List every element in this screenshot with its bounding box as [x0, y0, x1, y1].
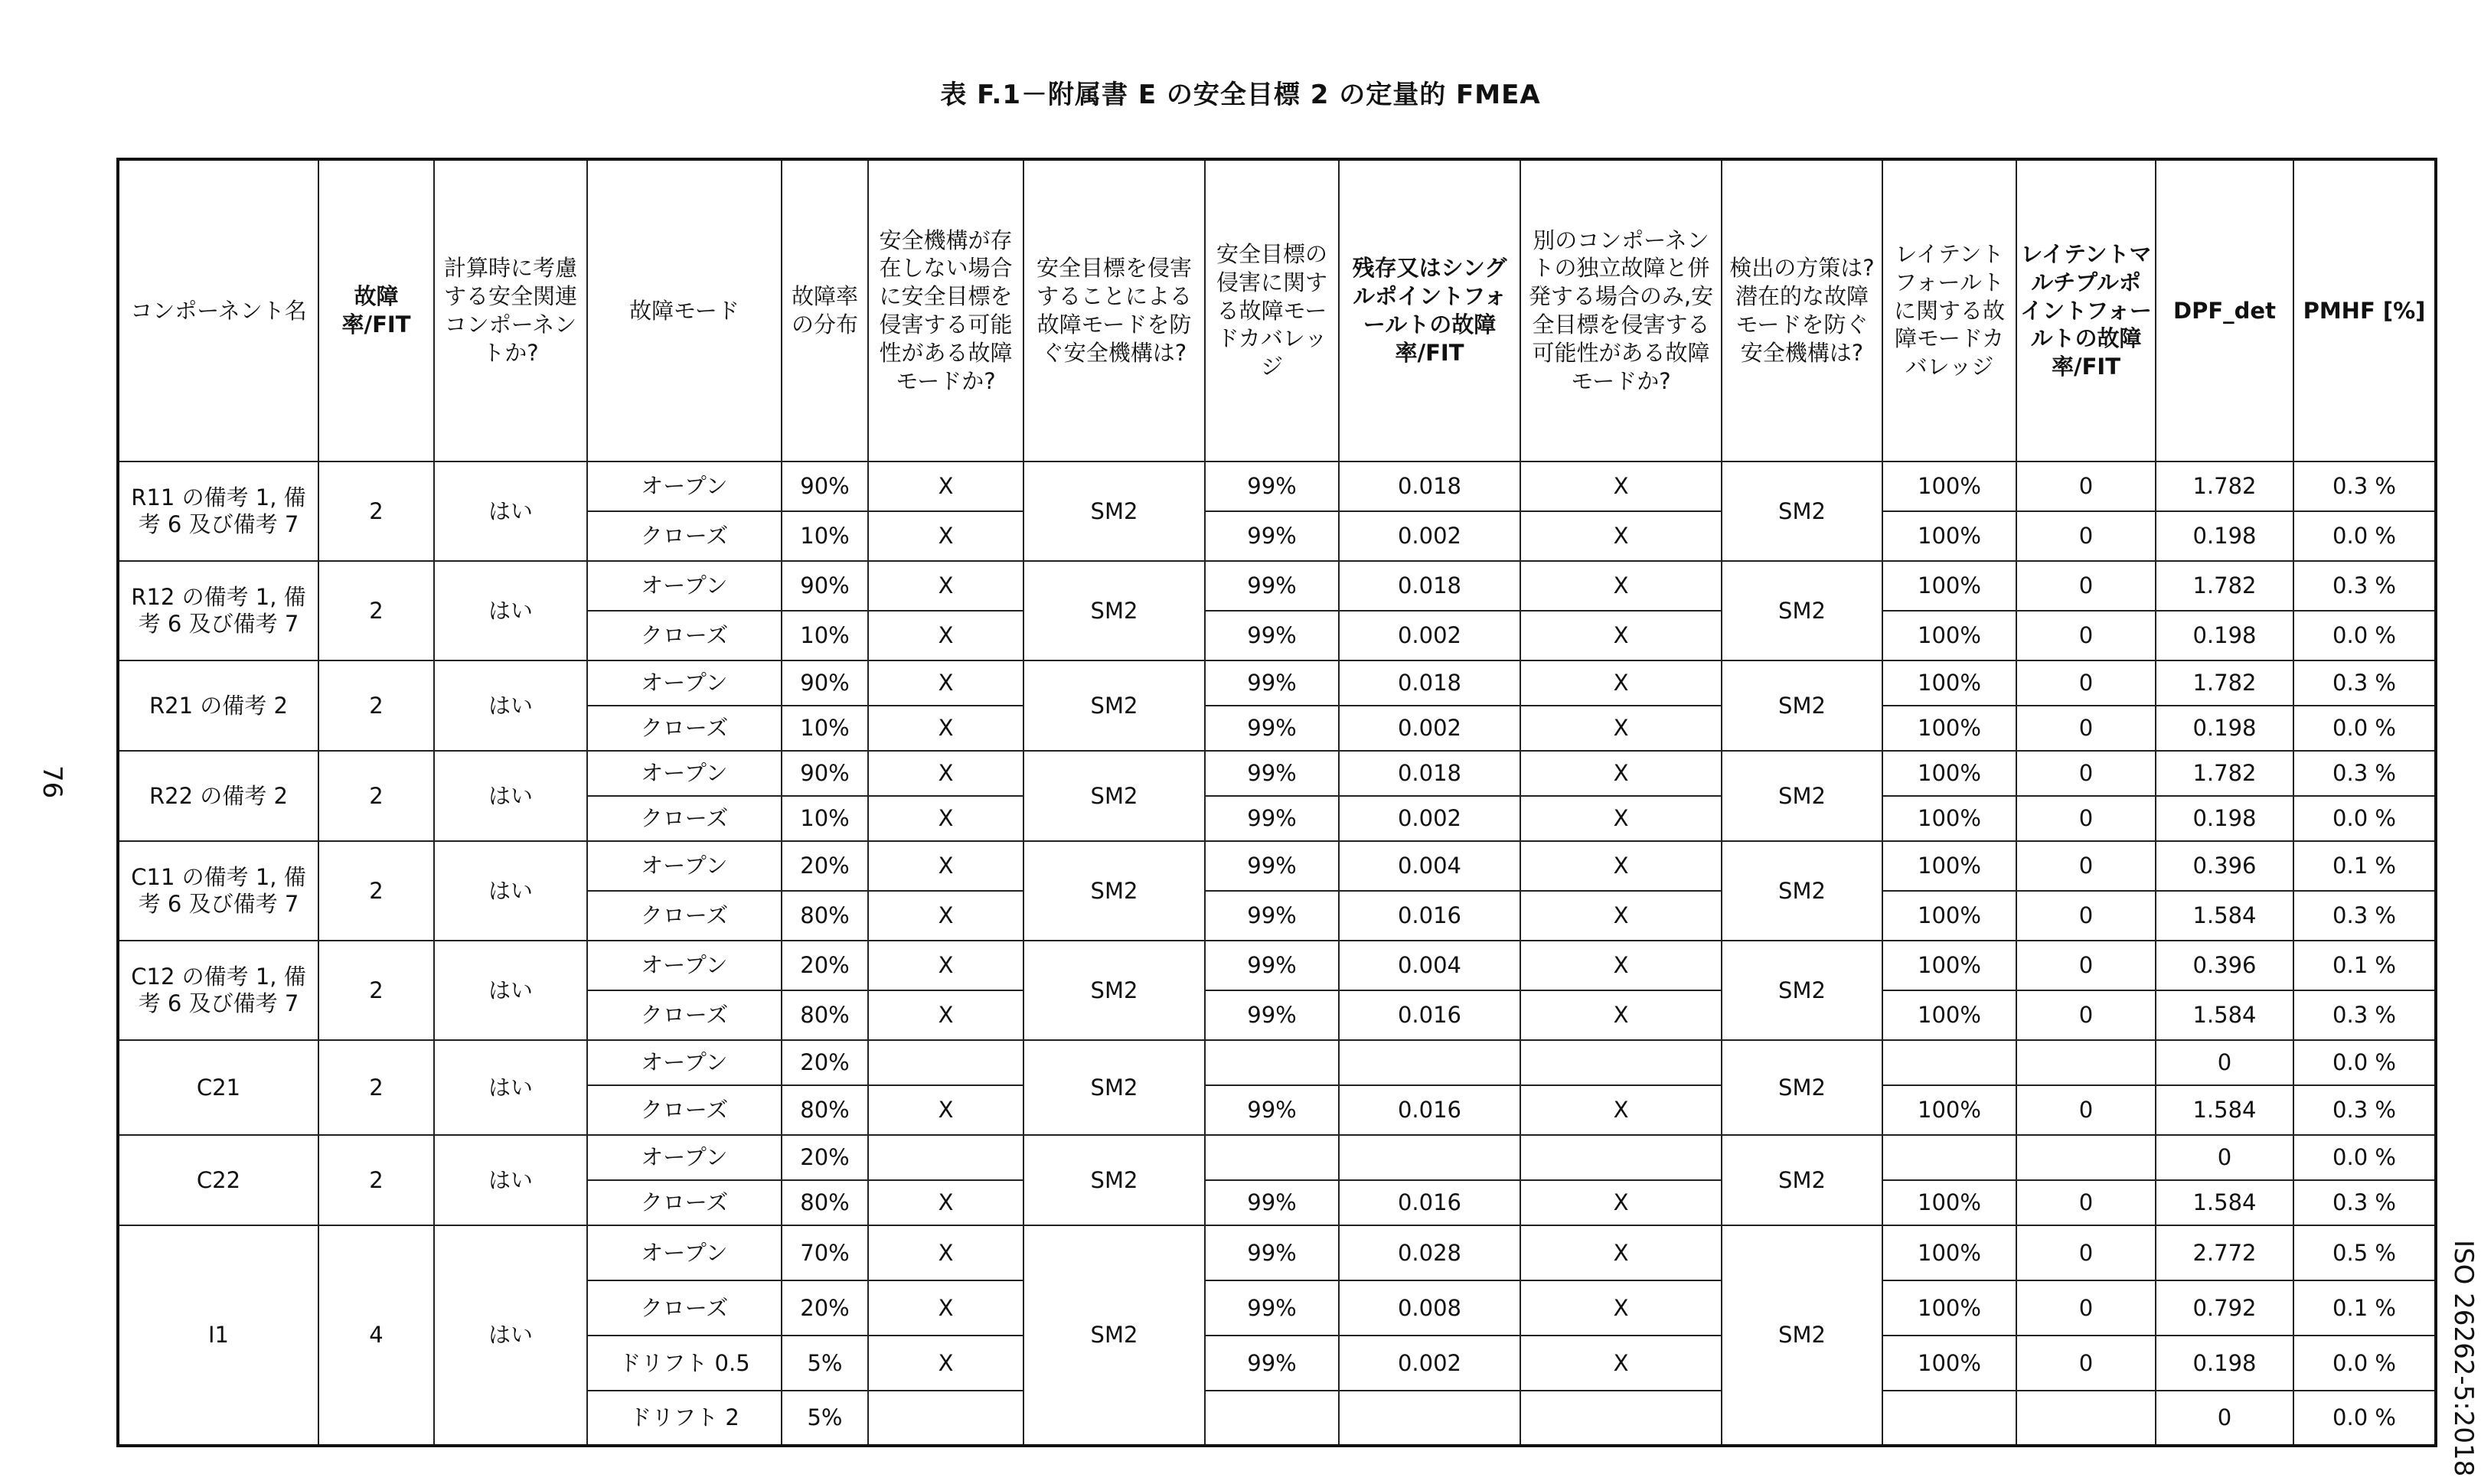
violates-sg: X [868, 561, 1023, 611]
safety-related: はい [434, 941, 587, 1040]
coverage-lf: 100% [1882, 1336, 2016, 1391]
pmhf: 0.5 % [2293, 1225, 2436, 1280]
coverage-lf: 100% [1882, 561, 2016, 611]
coverage-sg: 99% [1205, 1180, 1339, 1225]
spf-rate: 0.018 [1339, 660, 1520, 706]
safety-mechanism-sg: SM2 [1023, 1040, 1205, 1135]
pmhf: 0.1 % [2293, 841, 2436, 891]
mpf-violation: X [1520, 841, 1722, 891]
coverage-lf: 100% [1882, 1085, 2016, 1135]
distribution: 10% [782, 796, 868, 841]
coverage-lf [1882, 1040, 2016, 1085]
detection-mechanism: SM2 [1722, 1040, 1882, 1135]
pmhf: 0.3 % [2293, 1180, 2436, 1225]
mpf-violation: X [1520, 1180, 1722, 1225]
failure-mode: オープン [587, 660, 782, 706]
header-mpf-violation: 別のコンポーネントの独立故障と併発する場合のみ,安全目標を侵害する可能性がある故障モードか? [1520, 159, 1722, 462]
coverage-sg: 99% [1205, 511, 1339, 561]
header-detection-mechanism: 検出の方策は?潜在的な故障モードを防ぐ安全機構は? [1722, 159, 1882, 462]
failure-mode: オープン [587, 561, 782, 611]
dpf-det: 0.792 [2156, 1280, 2293, 1336]
dpf-det: 1.584 [2156, 1085, 2293, 1135]
safety-mechanism-sg: SM2 [1023, 1135, 1205, 1225]
distribution: 90% [782, 660, 868, 706]
component-name: R22 の備考 2 [118, 751, 318, 841]
lmpf-rate: 0 [2016, 751, 2156, 796]
coverage-sg: 99% [1205, 751, 1339, 796]
pmhf: 0.3 % [2293, 751, 2436, 796]
coverage-sg: 99% [1205, 1225, 1339, 1280]
detection-mechanism: SM2 [1722, 1135, 1882, 1225]
safety-mechanism-sg: SM2 [1023, 1225, 1205, 1446]
coverage-lf: 100% [1882, 611, 2016, 660]
failure-mode: オープン [587, 462, 782, 511]
lmpf-rate [2016, 1391, 2156, 1446]
coverage-sg: 99% [1205, 891, 1339, 941]
failure-mode: クローズ [587, 891, 782, 941]
failure-mode: オープン [587, 1135, 782, 1180]
violates-sg [868, 1135, 1023, 1180]
distribution: 80% [782, 891, 868, 941]
pmhf: 0.3 % [2293, 1085, 2436, 1135]
coverage-sg: 99% [1205, 1336, 1339, 1391]
pmhf: 0.3 % [2293, 660, 2436, 706]
dpf-det: 0 [2156, 1135, 2293, 1180]
violates-sg: X [868, 990, 1023, 1040]
mpf-violation: X [1520, 511, 1722, 561]
lmpf-rate: 0 [2016, 1225, 2156, 1280]
component-name: C12 の備考 1, 備考 6 及び備考 7 [118, 941, 318, 1040]
lmpf-rate: 0 [2016, 511, 2156, 561]
coverage-sg: 99% [1205, 1280, 1339, 1336]
mpf-violation: X [1520, 990, 1722, 1040]
failure-mode: クローズ [587, 1085, 782, 1135]
mpf-violation: X [1520, 891, 1722, 941]
mpf-violation [1520, 1391, 1722, 1446]
dpf-det: 0.198 [2156, 796, 2293, 841]
coverage-lf: 100% [1882, 796, 2016, 841]
header-component-name: コンポーネント名 [118, 159, 318, 462]
coverage-sg [1205, 1040, 1339, 1085]
violates-sg [868, 1391, 1023, 1446]
header-failure-rate: 故障率/FIT [318, 159, 434, 462]
spf-rate [1339, 1040, 1520, 1085]
dpf-det: 0.198 [2156, 706, 2293, 751]
dpf-det: 1.584 [2156, 990, 2293, 1040]
table-row [118, 1040, 2436, 1085]
fmea-table [116, 158, 2437, 1447]
failure-mode: クローズ [587, 1180, 782, 1225]
violates-sg: X [868, 706, 1023, 751]
spf-rate: 0.002 [1339, 611, 1520, 660]
component-name: C22 [118, 1135, 318, 1225]
safety-mechanism-sg: SM2 [1023, 660, 1205, 751]
coverage-sg: 99% [1205, 796, 1339, 841]
detection-mechanism: SM2 [1722, 561, 1882, 660]
distribution: 90% [782, 462, 868, 511]
table-row [118, 1225, 2436, 1280]
mpf-violation: X [1520, 1225, 1722, 1280]
component-name: C21 [118, 1040, 318, 1135]
coverage-sg: 99% [1205, 611, 1339, 660]
pmhf: 0.0 % [2293, 1040, 2436, 1085]
lmpf-rate: 0 [2016, 462, 2156, 511]
coverage-sg: 99% [1205, 706, 1339, 751]
dpf-det: 0.198 [2156, 611, 2293, 660]
violates-sg: X [868, 511, 1023, 561]
safety-related: はい [434, 1040, 587, 1135]
detection-mechanism: SM2 [1722, 751, 1882, 841]
spf-rate: 0.018 [1339, 462, 1520, 511]
failure-rate: 2 [318, 751, 434, 841]
distribution: 70% [782, 1225, 868, 1280]
distribution: 80% [782, 990, 868, 1040]
coverage-lf: 100% [1882, 660, 2016, 706]
spf-rate: 0.008 [1339, 1280, 1520, 1336]
coverage-lf: 100% [1882, 706, 2016, 751]
violates-sg [868, 1040, 1023, 1085]
spf-rate: 0.002 [1339, 796, 1520, 841]
safety-mechanism-sg: SM2 [1023, 462, 1205, 561]
header-distribution: 故障率の分布 [782, 159, 868, 462]
lmpf-rate: 0 [2016, 841, 2156, 891]
violates-sg: X [868, 462, 1023, 511]
dpf-det: 1.782 [2156, 561, 2293, 611]
component-name: R12 の備考 1, 備考 6 及び備考 7 [118, 561, 318, 660]
header-pmhf: PMHF [%] [2293, 159, 2436, 462]
failure-mode: クローズ [587, 1280, 782, 1336]
failure-rate: 4 [318, 1225, 434, 1446]
pmhf: 0.0 % [2293, 1391, 2436, 1446]
failure-mode: オープン [587, 1040, 782, 1085]
coverage-lf: 100% [1882, 751, 2016, 796]
distribution: 80% [782, 1085, 868, 1135]
table-row [118, 841, 2436, 891]
dpf-det: 1.782 [2156, 660, 2293, 706]
pmhf: 0.0 % [2293, 796, 2436, 841]
detection-mechanism: SM2 [1722, 462, 1882, 561]
spf-rate: 0.018 [1339, 751, 1520, 796]
pmhf: 0.3 % [2293, 990, 2436, 1040]
coverage-lf [1882, 1391, 2016, 1446]
mpf-violation: X [1520, 660, 1722, 706]
dpf-det: 0.396 [2156, 841, 2293, 891]
violates-sg: X [868, 891, 1023, 941]
spf-rate: 0.028 [1339, 1225, 1520, 1280]
table-row [118, 561, 2436, 611]
spf-rate: 0.004 [1339, 841, 1520, 891]
spf-rate: 0.016 [1339, 1085, 1520, 1135]
safety-related: はい [434, 660, 587, 751]
coverage-sg: 99% [1205, 462, 1339, 511]
lmpf-rate: 0 [2016, 611, 2156, 660]
coverage-lf: 100% [1882, 1280, 2016, 1336]
table-row [118, 660, 2436, 706]
pmhf: 0.3 % [2293, 462, 2436, 511]
safety-mechanism-sg: SM2 [1023, 941, 1205, 1040]
lmpf-rate: 0 [2016, 1180, 2156, 1225]
failure-rate: 2 [318, 941, 434, 1040]
lmpf-rate: 0 [2016, 660, 2156, 706]
mpf-violation: X [1520, 462, 1722, 511]
pmhf: 0.1 % [2293, 1280, 2436, 1336]
coverage-sg: 99% [1205, 941, 1339, 990]
spf-rate [1339, 1391, 1520, 1446]
mpf-violation: X [1520, 941, 1722, 990]
failure-mode: オープン [587, 841, 782, 891]
lmpf-rate: 0 [2016, 941, 2156, 990]
component-name: C11 の備考 1, 備考 6 及び備考 7 [118, 841, 318, 941]
coverage-sg: 99% [1205, 561, 1339, 611]
mpf-violation: X [1520, 611, 1722, 660]
failure-mode: クローズ [587, 511, 782, 561]
safety-related: はい [434, 561, 587, 660]
dpf-det: 1.782 [2156, 751, 2293, 796]
safety-mechanism-sg: SM2 [1023, 751, 1205, 841]
coverage-sg: 99% [1205, 1085, 1339, 1135]
header-spf-rate: 残存又はシングルポイントフォールトの故障率/FIT [1339, 159, 1520, 462]
coverage-sg [1205, 1135, 1339, 1180]
coverage-lf [1882, 1135, 2016, 1180]
distribution: 20% [782, 1280, 868, 1336]
violates-sg: X [868, 611, 1023, 660]
table-title: 表 F.1－附属書 E の安全目標 2 の定量的 FMEA [940, 80, 1541, 110]
safety-mechanism-sg: SM2 [1023, 841, 1205, 941]
safety-related: はい [434, 751, 587, 841]
mpf-violation [1520, 1135, 1722, 1180]
failure-rate: 2 [318, 462, 434, 561]
failure-mode: オープン [587, 1225, 782, 1280]
dpf-det: 1.584 [2156, 891, 2293, 941]
pmhf: 0.0 % [2293, 1135, 2436, 1180]
distribution: 20% [782, 1135, 868, 1180]
mpf-violation [1520, 1040, 1722, 1085]
violates-sg: X [868, 1225, 1023, 1280]
coverage-lf: 100% [1882, 990, 2016, 1040]
failure-mode: オープン [587, 751, 782, 796]
violates-sg: X [868, 841, 1023, 891]
lmpf-rate [2016, 1135, 2156, 1180]
distribution: 10% [782, 511, 868, 561]
failure-rate: 2 [318, 1040, 434, 1135]
page-number: 76 [37, 765, 67, 799]
dpf-det: 1.782 [2156, 462, 2293, 511]
component-name: I1 [118, 1225, 318, 1446]
failure-mode: ドリフト 0.5 [587, 1336, 782, 1391]
distribution: 5% [782, 1336, 868, 1391]
table-row [118, 941, 2436, 990]
lmpf-rate: 0 [2016, 561, 2156, 611]
dpf-det: 0.198 [2156, 1336, 2293, 1391]
spf-rate: 0.002 [1339, 1336, 1520, 1391]
standard-identifier: ISO 26262-5:2018 [2448, 1240, 2479, 1477]
dpf-det: 0.396 [2156, 941, 2293, 990]
pmhf: 0.0 % [2293, 1336, 2436, 1391]
violates-sg: X [868, 1280, 1023, 1336]
lmpf-rate: 0 [2016, 1280, 2156, 1336]
safety-related: はい [434, 841, 587, 941]
header-safety-mechanism-sg: 安全目標を侵害することによる故障モードを防ぐ安全機構は? [1023, 159, 1205, 462]
component-name: R21 の備考 2 [118, 660, 318, 751]
pmhf: 0.0 % [2293, 706, 2436, 751]
mpf-violation: X [1520, 796, 1722, 841]
coverage-sg: 99% [1205, 660, 1339, 706]
mpf-violation: X [1520, 751, 1722, 796]
spf-rate: 0.004 [1339, 941, 1520, 990]
failure-rate: 2 [318, 841, 434, 941]
coverage-lf: 100% [1882, 462, 2016, 511]
coverage-sg: 99% [1205, 990, 1339, 1040]
lmpf-rate: 0 [2016, 990, 2156, 1040]
failure-mode: クローズ [587, 611, 782, 660]
distribution: 5% [782, 1391, 868, 1446]
spf-rate: 0.016 [1339, 990, 1520, 1040]
header-coverage-lf: レイテントフォールトに関する故障モードカバレッジ [1882, 159, 2016, 462]
safety-related: はい [434, 462, 587, 561]
detection-mechanism: SM2 [1722, 660, 1882, 751]
dpf-det: 0 [2156, 1040, 2293, 1085]
spf-rate: 0.002 [1339, 706, 1520, 751]
distribution: 80% [782, 1180, 868, 1225]
dpf-det: 0 [2156, 1391, 2293, 1446]
pmhf: 0.3 % [2293, 561, 2436, 611]
coverage-lf: 100% [1882, 941, 2016, 990]
spf-rate [1339, 1135, 1520, 1180]
table-row [118, 1135, 2436, 1180]
coverage-lf: 100% [1882, 1225, 2016, 1280]
lmpf-rate: 0 [2016, 891, 2156, 941]
violates-sg: X [868, 660, 1023, 706]
dpf-det: 2.772 [2156, 1225, 2293, 1280]
spf-rate: 0.018 [1339, 561, 1520, 611]
coverage-sg: 99% [1205, 841, 1339, 891]
violates-sg: X [868, 796, 1023, 841]
violates-sg: X [868, 941, 1023, 990]
distribution: 10% [782, 611, 868, 660]
distribution: 90% [782, 751, 868, 796]
failure-rate: 2 [318, 561, 434, 660]
failure-rate: 2 [318, 1135, 434, 1225]
dpf-det: 1.584 [2156, 1180, 2293, 1225]
mpf-violation: X [1520, 706, 1722, 751]
failure-mode: クローズ [587, 706, 782, 751]
header-safety-related: 計算時に考慮する安全関連コンポーネントか? [434, 159, 587, 462]
detection-mechanism: SM2 [1722, 941, 1882, 1040]
coverage-lf: 100% [1882, 841, 2016, 891]
pmhf: 0.3 % [2293, 891, 2436, 941]
mpf-violation: X [1520, 1336, 1722, 1391]
spf-rate: 0.016 [1339, 1180, 1520, 1225]
safety-mechanism-sg: SM2 [1023, 561, 1205, 660]
lmpf-rate: 0 [2016, 796, 2156, 841]
lmpf-rate: 0 [2016, 1085, 2156, 1135]
component-name: R11 の備考 1, 備考 6 及び備考 7 [118, 462, 318, 561]
distribution: 10% [782, 706, 868, 751]
failure-mode: クローズ [587, 796, 782, 841]
failure-mode: ドリフト 2 [587, 1391, 782, 1446]
detection-mechanism: SM2 [1722, 1225, 1882, 1446]
mpf-violation: X [1520, 561, 1722, 611]
distribution: 90% [782, 561, 868, 611]
safety-related: はい [434, 1135, 587, 1225]
table-row [118, 462, 2436, 511]
failure-mode: オープン [587, 941, 782, 990]
mpf-violation: X [1520, 1085, 1722, 1135]
coverage-lf: 100% [1882, 511, 2016, 561]
violates-sg: X [868, 1180, 1023, 1225]
coverage-sg [1205, 1391, 1339, 1446]
distribution: 20% [782, 1040, 868, 1085]
table-row [118, 751, 2436, 796]
safety-related: はい [434, 1225, 587, 1446]
failure-rate: 2 [318, 660, 434, 751]
lmpf-rate: 0 [2016, 1336, 2156, 1391]
header-lmpf-rate: レイテントマルチプルポイントフォールトの故障率/FIT [2016, 159, 2156, 462]
detection-mechanism: SM2 [1722, 841, 1882, 941]
pmhf: 0.0 % [2293, 511, 2436, 561]
failure-mode: クローズ [587, 990, 782, 1040]
header-dpf-det: DPF_det [2156, 159, 2293, 462]
header-coverage-sg: 安全目標の侵害に関する故障モードカバレッジ [1205, 159, 1339, 462]
violates-sg: X [868, 751, 1023, 796]
pmhf: 0.1 % [2293, 941, 2436, 990]
spf-rate: 0.016 [1339, 891, 1520, 941]
distribution: 20% [782, 941, 868, 990]
coverage-lf: 100% [1882, 1180, 2016, 1225]
header-violates-sg: 安全機構が存在しない場合に安全目標を侵害する可能性がある故障モードか? [868, 159, 1023, 462]
pmhf: 0.0 % [2293, 611, 2436, 660]
violates-sg: X [868, 1085, 1023, 1135]
lmpf-rate [2016, 1040, 2156, 1085]
coverage-lf: 100% [1882, 891, 2016, 941]
header-row [118, 159, 2436, 462]
violates-sg: X [868, 1336, 1023, 1391]
spf-rate: 0.002 [1339, 511, 1520, 561]
dpf-det: 0.198 [2156, 511, 2293, 561]
lmpf-rate: 0 [2016, 706, 2156, 751]
distribution: 20% [782, 841, 868, 891]
mpf-violation: X [1520, 1280, 1722, 1336]
header-failure-mode: 故障モード [587, 159, 782, 462]
